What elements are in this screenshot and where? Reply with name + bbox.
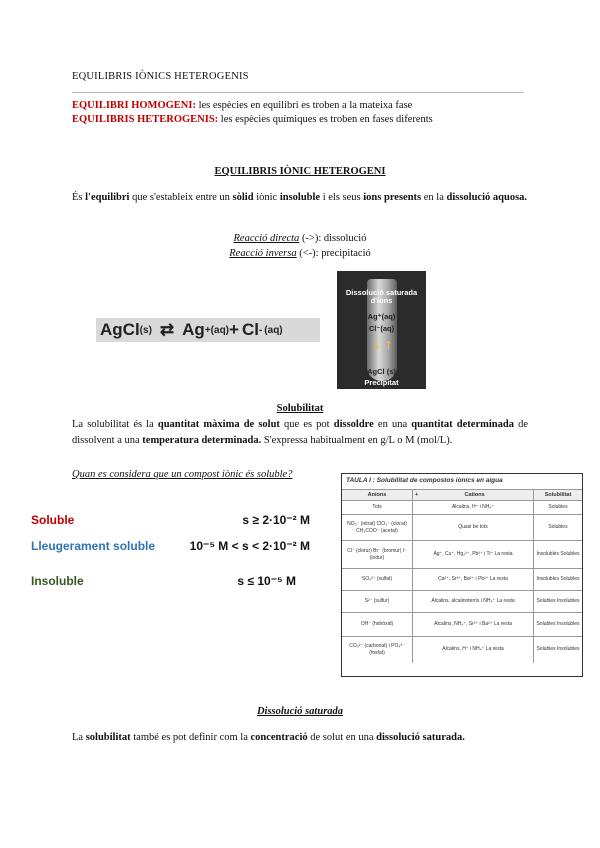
definition-term: EQUILIBRI HOMOGENI:	[72, 100, 196, 111]
bold-run: quantitat determinada	[411, 419, 514, 430]
bold-run: temperatura determinada.	[142, 435, 262, 446]
saturated-paragraph	[72, 732, 465, 743]
plus-sign: +	[229, 320, 239, 339]
table-cell: Alcalins, H⁺ i NH₄⁺ La resta	[413, 637, 534, 663]
ion-state: (aq)	[210, 324, 230, 336]
text-run: en la	[421, 192, 447, 203]
text-run: que s'estableix entre un	[129, 192, 233, 203]
definition-homogeni	[72, 100, 412, 111]
arrow-up-icon: ↑	[384, 339, 394, 352]
bold-run: sòlid	[232, 192, 254, 203]
reaction-text: (->): dissolució	[299, 233, 367, 244]
ion-silver: Ag	[182, 320, 205, 339]
table-row	[342, 515, 582, 541]
table-cell: Ca²⁺, Sr²⁺, Ba²⁺ i Pb²⁺ La resta	[413, 569, 534, 591]
ion-state: (aq)	[264, 324, 283, 336]
table-cell: Solubles	[534, 515, 583, 541]
dissociation-equation	[96, 318, 320, 342]
table-title: TAULA I : Solubilitat de compostos iònics en aigua	[346, 477, 503, 484]
ion-charge: -	[258, 324, 263, 336]
bold-run: dissoldre	[333, 419, 374, 430]
table-cell: Alcalins, NH₄⁺, Sr²⁺ i Ba²⁺ La resta	[413, 613, 534, 637]
photo-ion-cl: Cl⁻(aq)	[368, 324, 395, 333]
table-cell: Cl⁻ (clorur) Br⁻ (bromur) I⁻ (iodur)	[342, 541, 413, 569]
document-header: EQUILIBRIS IÒNICS HETEROGENIS	[72, 71, 249, 82]
table-row	[342, 613, 582, 637]
reaction-label: Reacció inversa	[229, 248, 297, 259]
cond-soluble: s ≥ 2·10⁻² M	[242, 513, 310, 527]
bold-run: dissolució saturada.	[376, 732, 465, 743]
solubility-question: Quan es considera que un compost iònic és soluble?	[72, 469, 293, 480]
text-run: i els seus	[320, 192, 364, 203]
table-cell: Solubles Insolubles	[534, 637, 583, 663]
reaction-direct	[160, 231, 440, 246]
text-run: també es pot definir com la	[130, 732, 251, 743]
table-cell: Solubles Insolubles	[534, 591, 583, 613]
text-run: S'expressa habitualment en g/L o M (mol/L).	[261, 435, 453, 446]
equilibrium-arrows-icon: ⇄	[159, 320, 175, 339]
cond-lleugerament: 10⁻⁵ M < s < 2·10⁻² M	[189, 539, 310, 553]
table-cell: NO₃⁻ (nitrat) ClO₃⁻ (clorat) CH₃COO⁻ (acetat)	[342, 515, 413, 541]
table-header: Solubilitat	[534, 490, 583, 501]
photo-label: d'ions	[370, 296, 393, 305]
text-run: en una	[373, 419, 412, 430]
definition-text: les espècies en equilibri es troben a la mateixa fase	[195, 100, 413, 111]
definition-text: les espècies químiques es troben en fases diferents	[218, 114, 433, 125]
table-cell: CO₃²⁻ (carbonat) i PO₄³⁻ (fosfat)	[342, 637, 413, 663]
solubility-table	[341, 473, 583, 677]
table-row	[342, 637, 582, 663]
table-cell: Tots	[342, 501, 413, 515]
photo-solid-label: AgCl (s)	[367, 367, 396, 376]
table-cell: Ag⁺, Cu⁺, Hg₂²⁺, Pb²⁺ i Ti⁺ La resta	[413, 541, 534, 569]
table-cell: Solubles	[534, 501, 583, 515]
table-cell: S²⁻ (sulfur)	[342, 591, 413, 613]
solubilitat-paragraph	[72, 417, 528, 449]
table-header-row	[342, 490, 582, 501]
table-cell: Alcalins, H⁺ i NH₄⁺	[413, 501, 534, 515]
text-run: És	[72, 192, 86, 203]
table-cell: Insolubles Solubles	[534, 541, 583, 569]
photo-ion-ag: Ag⁺(aq)	[367, 312, 396, 321]
bold-run: insoluble	[279, 192, 321, 203]
label-lleugerament: Lleugerament soluble	[31, 539, 156, 553]
reaction-label: Reacció directa	[233, 233, 300, 244]
bold-run: dissolució aquosa.	[446, 192, 528, 203]
definition-term: EQUILIBRIS HETEROGENIS:	[72, 114, 219, 125]
text-run: La solubilitat és la	[72, 419, 158, 430]
table-cell: OH⁻ (hidròxid)	[342, 613, 413, 637]
arrow-down-icon: ↓	[372, 339, 382, 352]
section-title-solubilitat: Solubilitat	[276, 403, 324, 414]
ion-chloride: Cl	[241, 320, 259, 339]
bold-run: l'equilibri	[85, 192, 130, 203]
table-cell: Alcalins, alcalinoterris i NH₄⁺ La resta	[413, 591, 534, 613]
bold-run: ions presents	[363, 192, 422, 203]
label-insoluble: Insoluble	[31, 574, 84, 588]
reactant: AgCl	[100, 320, 140, 339]
text-run: La	[72, 732, 86, 743]
text-run: de solut en una	[307, 732, 377, 743]
table-header: + Cations	[413, 490, 534, 501]
reaction-text: (<-): precipitació	[296, 248, 371, 259]
reaction-inverse	[160, 246, 440, 261]
header-rule	[72, 92, 524, 93]
bold-run: solubilitat	[85, 732, 131, 743]
text-run: de dissolvent a una	[72, 419, 528, 446]
table-row	[342, 591, 582, 613]
section-title-equilibris: EQUILIBRIS IÒNIC HETEROGENI	[214, 166, 386, 177]
table-row	[342, 501, 582, 515]
section-title-dissolucio: Dissolució saturada	[256, 706, 344, 717]
table-cell: Insolubles Solubles	[534, 569, 583, 591]
bold-run: concentració	[250, 732, 308, 743]
definition-heterogenis	[72, 114, 433, 125]
text-run: iònic	[253, 192, 280, 203]
test-tube-photo	[337, 271, 426, 389]
bold-run: quantitat màxima de solut	[157, 419, 280, 430]
ion-charge: +	[204, 324, 211, 336]
reactant-state: (s)	[139, 324, 152, 336]
table-cell: Solubles Insolubles	[534, 613, 583, 637]
label-soluble: Soluble	[31, 513, 75, 527]
photo-label: Dissolució saturada	[345, 288, 418, 297]
table-header: Anions	[342, 490, 413, 501]
cond-insoluble: s ≤ 10⁻⁵ M	[237, 574, 296, 588]
table-row	[342, 541, 582, 569]
photo-label: Precipitat	[364, 378, 399, 387]
table-row	[342, 569, 582, 591]
equilibri-paragraph	[72, 190, 528, 206]
table-cell: SO₄²⁻ (sulfat)	[342, 569, 413, 591]
text-run: que es pot	[279, 419, 334, 430]
table-cell: Quasi be tots	[413, 515, 534, 541]
